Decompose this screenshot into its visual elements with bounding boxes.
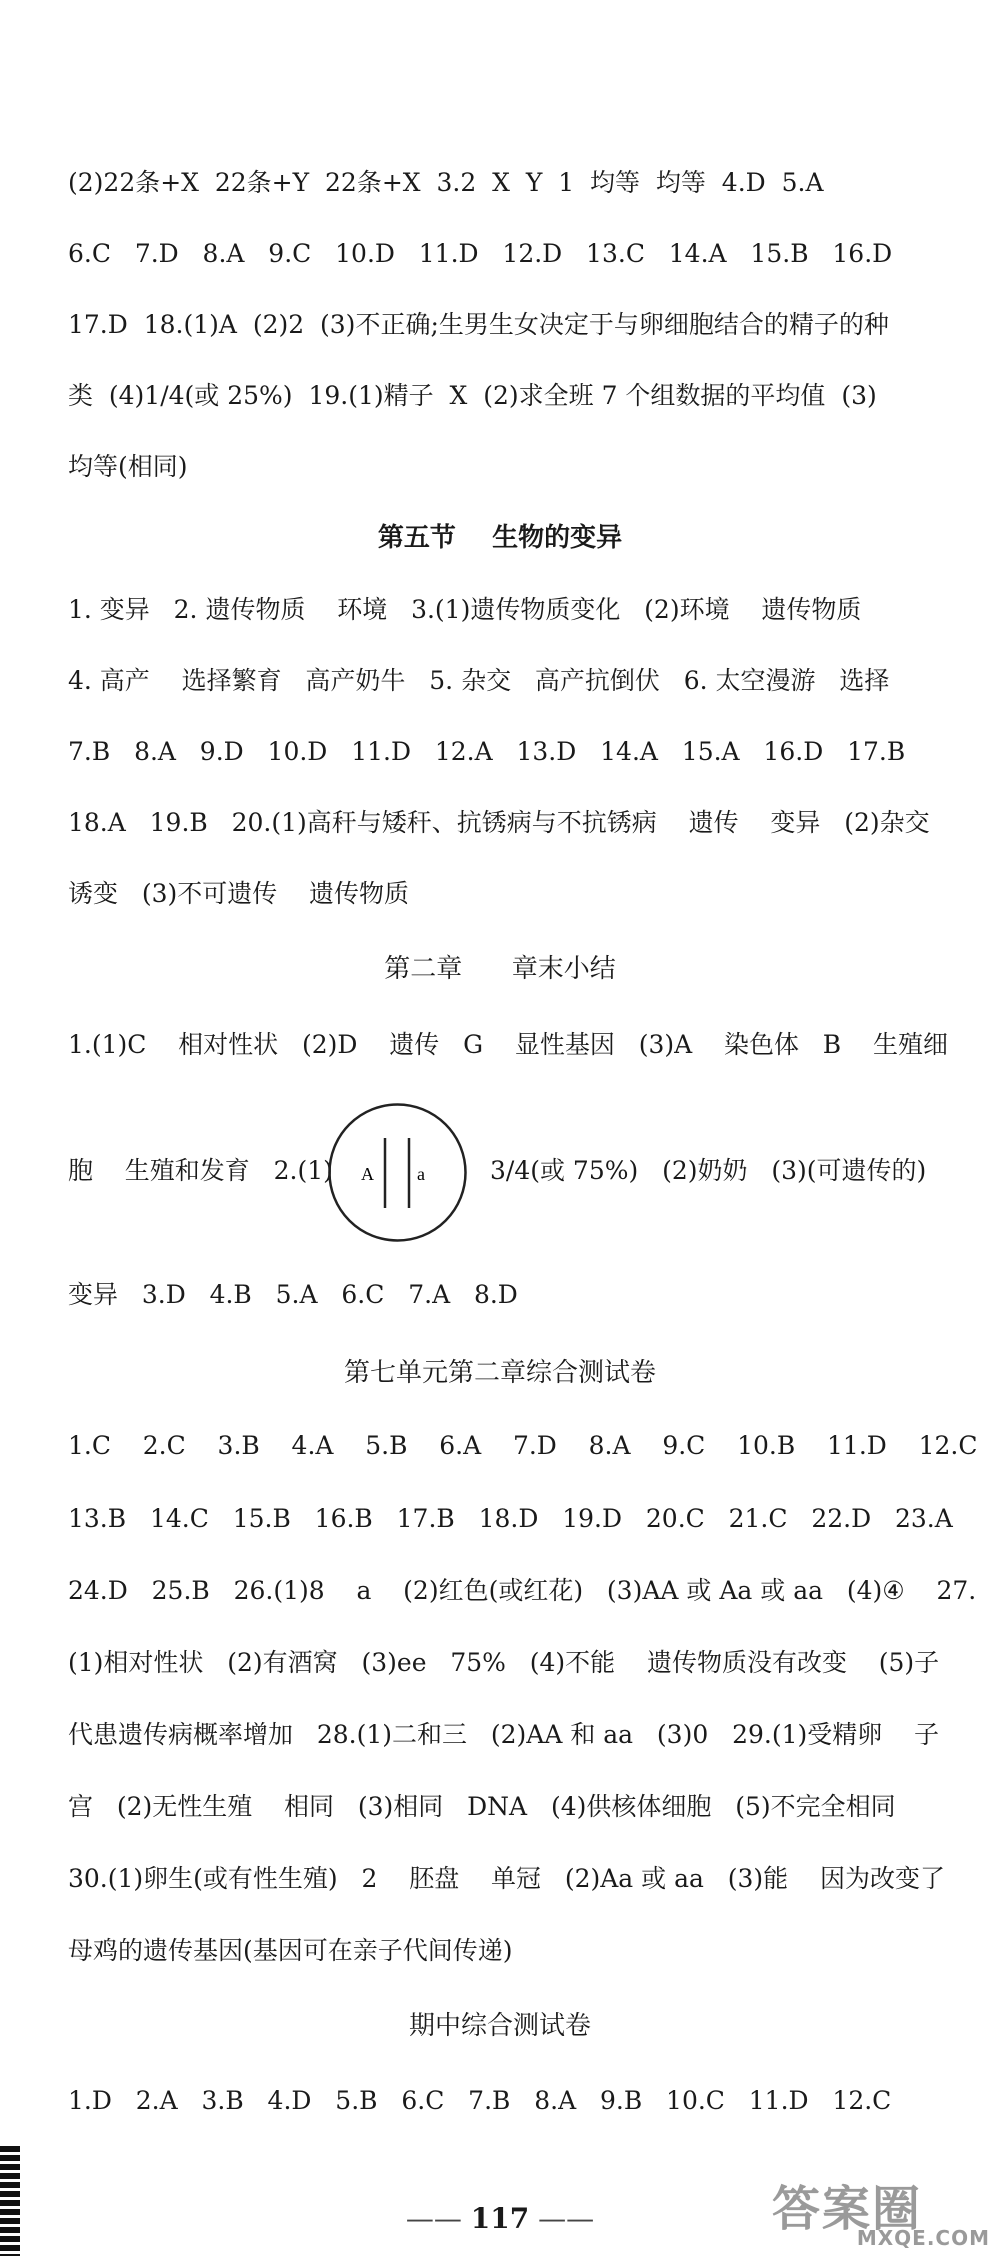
watermark-text: 答案圈 [772,2181,923,2237]
answer-line: 24.D 25.B 26.(1)8 a (2)红色(或红花) (3)AA 或 Aa 或 aa (4)④ 27. [68,1576,977,1605]
page-number [400,2202,600,2235]
cell-circle [330,1105,466,1241]
answer-line: 均等(相同) [68,452,188,481]
page-number-value: 117 [470,2202,530,2235]
answer-line: 7.B 8.A 9.D 10.D 11.D 12.A 13.D 14.A 15.A 16.D 17.B [68,737,906,766]
answer-line: 4. 高产 选择繁育 高产奶牛 5. 杂交 高产抗倒伏 6. 太空漫游 选择 [68,666,890,695]
section-title: 期中综合测试卷 [408,2011,591,2041]
allele-label-left: A [361,1164,374,1184]
watermark-logo [772,2170,992,2250]
answer-line: 诱变 (3)不可遗传 遗传物质 [68,879,410,908]
answer-line: 1.D 2.A 3.B 4.D 5.B 6.C 7.B 8.A 9.B 10.C 11.D 12.C [68,2086,892,2115]
answer-line: 30.(1)卵生(或有性生殖) 2 胚盘 单冠 (2)Aa 或 aa (3)能 因为改变了 [68,1864,945,1893]
answer-line: 6.C 7.D 8.A 9.C 10.D 11.D 12.D 13.C 14.A 15.B 16.D [68,239,893,268]
answer-line: 1.(1)C 相对性状 (2)D 遗传 G 显性基因 (3)A 染色体 B 生殖细 [68,1030,948,1059]
page-number-dash-right: —— [529,2202,595,2235]
answer-line: 17.D 18.(1)A (2)2 (3)不正确;生男生女决定于与卵细胞结合的精子的种 [68,310,889,339]
answer-line: 1. 变异 2. 遗传物质 环境 3.(1)遗传物质变化 (2)环境 遗传物质 [68,595,862,624]
page-number-dash-left: —— [405,2202,471,2235]
answer-line: 宫 (2)无性生殖 相同 (3)相同 DNA (4)供核体细胞 (5)不完全相同 [68,1792,896,1821]
answer-line: (2)22条+X 22条+Y 22条+X 3.2 X Y 1 均等 均等 4.D 5.A [68,168,824,197]
watermark-url: MXQE.COM [856,2226,990,2250]
section-title: 第五节 生物的变异 [377,523,623,553]
answer-line: 1.C 2.C 3.B 4.A 5.B 6.A 7.D 8.A 9.C 10.B 11.D 12.C [68,1431,978,1460]
allele-label-right: a [417,1164,425,1184]
answer-line: 变异 3.D 4.B 5.A 6.C 7.A 8.D [68,1280,518,1309]
answer-line: 胞 生殖和发育 2.(1) [68,1156,333,1185]
section-title: 第七单元第二章综合测试卷 [343,1358,656,1388]
answer-line: (1)相对性状 (2)有酒窝 (3)ee 75% (4)不能 遗传物质没有改变 (5)子 [68,1648,940,1677]
answer-line: 18.A 19.B 20.(1)高秆与矮秆、抗锈病与不抗锈病 遗传 变异 (2)杂交 [68,808,930,837]
chromosome-pair-diagram [325,1100,470,1245]
answer-line: 类 (4)1/4(或 25%) 19.(1)精子 X (2)求全班 7 个组数据的平均值 (3) [68,381,877,410]
answer-line: 13.B 14.C 15.B 16.B 17.B 18.D 19.D 20.C 21.C 22.D 23.A [68,1504,953,1533]
binding-edge-marks [0,2146,20,2256]
answer-line: 母鸡的遗传基因(基因可在亲子代间传递) [68,1936,513,1965]
answer-line: 3/4(或 75%) (2)奶奶 (3)(可遗传的) [490,1156,927,1185]
section-title: 第二章 章末小结 [384,954,616,984]
answer-line: 代患遗传病概率增加 28.(1)二和三 (2)AA 和 aa (3)0 29.(1)受精卵 子 [68,1720,940,1749]
